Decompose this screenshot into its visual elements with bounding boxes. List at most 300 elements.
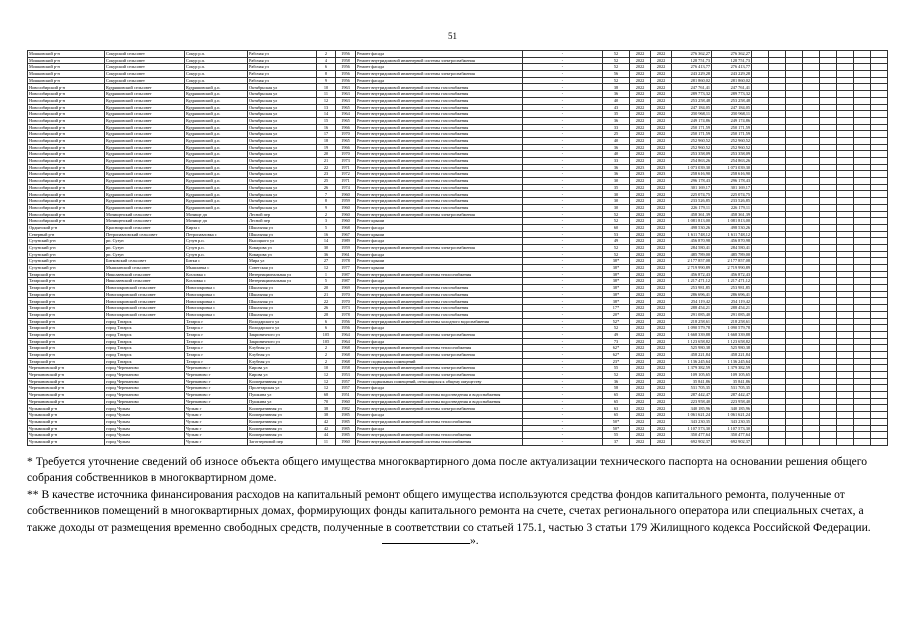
table-cell: Ремонт внутридомовой инженерной системы электроснабжения	[356, 331, 523, 338]
table-cell: 23*	[603, 358, 630, 365]
table-cell: 1960	[336, 398, 356, 405]
table-cell: Татарский р-н	[28, 358, 105, 365]
table-cell: город Татарск	[105, 325, 185, 332]
table-cell: 2022	[651, 438, 672, 445]
table-cell: Кудряшовский сельсовет	[105, 117, 185, 124]
table-cell: город Чулым	[105, 425, 185, 432]
table-cell: 254 863,26	[712, 158, 752, 165]
empty-cell	[786, 412, 803, 419]
table-row	[28, 425, 888, 432]
table-cell: Чулым г	[185, 418, 248, 425]
table-cell: -	[523, 164, 603, 171]
table-cell: Николаевский сельсовет	[105, 271, 185, 278]
empty-cell	[769, 84, 786, 91]
empty-cell	[837, 91, 854, 98]
table-cell: -	[523, 285, 603, 292]
table-cell: 38*	[603, 285, 630, 292]
table-cell: Ремонт крыши	[356, 265, 523, 272]
table-cell: Октябрьская ул	[248, 97, 317, 104]
empty-cell	[854, 351, 871, 358]
table-cell: -	[523, 84, 603, 91]
empty-cell	[837, 258, 854, 265]
empty-cell	[752, 331, 769, 338]
table-cell: 253 981,85	[672, 285, 712, 292]
empty-cell	[871, 204, 888, 211]
empty-cell	[820, 218, 837, 225]
table-cell: 1960	[336, 204, 356, 211]
table-cell: 250 171,59	[712, 124, 752, 131]
empty-cell	[871, 84, 888, 91]
table-cell: 36	[603, 164, 630, 171]
empty-cell	[803, 265, 820, 272]
table-cell: -	[523, 137, 603, 144]
table-cell: 50*	[603, 418, 630, 425]
empty-cell	[871, 111, 888, 118]
table-cell: 2022	[630, 351, 651, 358]
table-cell: 2022	[651, 91, 672, 98]
table-cell: Сокурский сельсовет	[105, 71, 185, 78]
table-cell: 40	[603, 151, 630, 158]
table-row	[28, 178, 888, 185]
empty-cell	[837, 392, 854, 399]
table-cell: Октябрьская ул	[248, 178, 317, 185]
table-cell: Ремонт внутридомовой инженерной системы газоснабжения	[356, 117, 523, 124]
empty-cell	[820, 278, 837, 285]
empty-cell	[752, 171, 769, 178]
table-cell: 36	[317, 251, 336, 258]
empty-cell	[769, 144, 786, 151]
table-row	[28, 164, 888, 171]
table-cell: -	[523, 251, 603, 258]
table-cell: 226 179,11	[672, 204, 712, 211]
table-cell: -	[523, 372, 603, 379]
table-cell: Ремонт внутридомовой инженерной системы газоснабжения	[356, 291, 523, 298]
table-cell: 36	[603, 378, 630, 385]
table-cell: Интернациональная ул	[248, 278, 317, 285]
table-cell: 250 171,59	[712, 131, 752, 138]
table-cell: -	[523, 385, 603, 392]
empty-cell	[752, 117, 769, 124]
table-cell: Кооперативная ул	[248, 405, 317, 412]
empty-cell	[854, 164, 871, 171]
table-cell: 44	[317, 432, 336, 439]
table-cell: 2022	[630, 438, 651, 445]
empty-cell	[871, 77, 888, 84]
empty-cell	[837, 97, 854, 104]
table-cell: 2022	[630, 331, 651, 338]
table-cell: 2022	[630, 372, 651, 379]
empty-cell	[854, 178, 871, 185]
table-cell: 20*	[603, 311, 630, 318]
empty-cell	[803, 91, 820, 98]
table-cell: Черепановский р-н	[28, 392, 105, 399]
table-cell: 26	[317, 184, 336, 191]
empty-cell	[837, 378, 854, 385]
table-cell: Октябрьская ул	[248, 104, 317, 111]
table-cell: 1956	[336, 64, 356, 71]
table-cell: 276 413,77	[712, 64, 752, 71]
table-cell: 247 184,05	[672, 104, 712, 111]
empty-cell	[837, 151, 854, 158]
empty-cell	[854, 238, 871, 245]
table-row	[28, 365, 888, 372]
empty-cell	[837, 131, 854, 138]
table-cell: 456 872,43	[712, 271, 752, 278]
table-cell: 62*	[603, 351, 630, 358]
empty-cell	[803, 305, 820, 312]
empty-cell	[871, 385, 888, 392]
table-row	[28, 251, 888, 258]
empty-cell	[769, 57, 786, 64]
empty-cell	[854, 244, 871, 251]
table-row	[28, 144, 888, 151]
table-cell: Новосибирский р-н	[28, 204, 105, 211]
empty-cell	[854, 131, 871, 138]
empty-cell	[786, 351, 803, 358]
table-cell: Ремонт подвальных помещений, относящихся к общему имуществу	[356, 378, 523, 385]
empty-cell	[871, 171, 888, 178]
empty-cell	[752, 137, 769, 144]
table-cell: 2022	[651, 392, 672, 399]
table-cell: Кооперативная ул	[248, 432, 317, 439]
empty-cell	[820, 418, 837, 425]
table-cell: Новосибирский р-н	[28, 158, 105, 165]
table-cell: 252 960,52	[672, 144, 712, 151]
table-cell: 485 789,00	[712, 251, 752, 258]
table-cell: Татарск г	[185, 331, 248, 338]
empty-cell	[786, 425, 803, 432]
table-cell: 35 841,86	[712, 378, 752, 385]
table-cell: Кудряшовский д.п.	[185, 178, 248, 185]
table-cell: 2022	[630, 178, 651, 185]
empty-cell	[752, 365, 769, 372]
table-cell: -	[523, 271, 603, 278]
table-cell: Новосибирский р-н	[28, 104, 105, 111]
empty-cell	[803, 204, 820, 211]
table-cell: Школьная ул	[248, 298, 317, 305]
table-cell: 340 185,96	[672, 405, 712, 412]
table-cell: 2022	[651, 372, 672, 379]
empty-cell	[837, 251, 854, 258]
table-cell: -	[523, 338, 603, 345]
empty-cell	[769, 351, 786, 358]
empty-cell	[752, 198, 769, 205]
table-cell: Кудряшовский сельсовет	[105, 97, 185, 104]
empty-cell	[871, 184, 888, 191]
table-cell: Кудряшовский д.п.	[185, 184, 248, 191]
table-cell: 2022	[651, 231, 672, 238]
table-cell: 2	[317, 345, 336, 352]
table-cell: 2022	[630, 97, 651, 104]
empty-cell	[769, 432, 786, 439]
empty-cell	[803, 64, 820, 71]
table-cell: 1961	[336, 251, 356, 258]
table-cell: Ремонт внутридомовой инженерной системы газоснабжения	[356, 91, 523, 98]
table-cell: 105	[317, 338, 336, 345]
empty-cell	[803, 77, 820, 84]
table-cell: 2022	[630, 345, 651, 352]
table-cell: город Татарск	[105, 345, 185, 352]
table-cell: Татарск г	[185, 325, 248, 332]
empty-cell	[803, 191, 820, 198]
table-cell: Новопокровка с	[185, 291, 248, 298]
empty-cell	[752, 164, 769, 171]
empty-cell	[769, 405, 786, 412]
table-cell: город Татарск	[105, 338, 185, 345]
empty-cell	[871, 158, 888, 165]
empty-cell	[871, 325, 888, 332]
table-cell: Кирова ул	[248, 372, 317, 379]
table-cell: Новосибирский р-н	[28, 91, 105, 98]
table-cell: 1968	[336, 358, 356, 365]
table-cell: Ремонт внутридомовой инженерной системы теплоснабжения	[356, 438, 523, 445]
table-cell: Кирза с	[185, 224, 248, 231]
empty-cell	[871, 91, 888, 98]
table-cell: 1970	[336, 291, 356, 298]
empty-cell	[769, 238, 786, 245]
table-cell: 243 229,28	[712, 71, 752, 78]
table-cell: Ремонт фасада	[356, 64, 523, 71]
empty-cell	[871, 238, 888, 245]
table-cell: Рабочая ул	[248, 57, 317, 64]
table-cell: -	[523, 418, 603, 425]
table-cell: 17*	[603, 305, 630, 312]
table-cell: 226 179,11	[712, 204, 752, 211]
empty-cell	[803, 124, 820, 131]
table-cell: 249 174,86	[672, 117, 712, 124]
table-cell: Сузун р.п.	[185, 244, 248, 251]
empty-cell	[786, 84, 803, 91]
table-cell: 42	[317, 425, 336, 432]
table-cell: Новосибирский р-н	[28, 111, 105, 118]
empty-cell	[786, 224, 803, 231]
table-cell: -	[523, 265, 603, 272]
table-cell: Клубная ул	[248, 345, 317, 352]
table-cell: -	[523, 51, 603, 58]
table-cell: 2022	[651, 218, 672, 225]
empty-cell	[854, 305, 871, 312]
table-cell: Кудряшовский сельсовет	[105, 191, 185, 198]
table-cell: 1974	[336, 184, 356, 191]
empty-cell	[837, 137, 854, 144]
empty-cell	[752, 211, 769, 218]
table-cell: 1957	[336, 378, 356, 385]
table-cell: Заготзерновой пер	[248, 438, 317, 445]
table-cell: Октябрьская ул	[248, 158, 317, 165]
table-cell: 2022	[630, 311, 651, 318]
table-cell: 2022	[651, 265, 672, 272]
table-cell: 36	[603, 91, 630, 98]
table-cell: Татарский р-н	[28, 305, 105, 312]
table-cell: 17	[317, 131, 336, 138]
table-cell: Ремонт внутридомовой инженерной системы электроснабжения	[356, 244, 523, 251]
empty-cell	[837, 311, 854, 318]
table-cell: 1959	[336, 198, 356, 205]
empty-cell	[752, 425, 769, 432]
table-cell: 247 184,05	[712, 104, 752, 111]
table-cell: -	[523, 224, 603, 231]
table-cell: 2022	[630, 238, 651, 245]
table-cell: 2022	[651, 285, 672, 292]
table-cell: 12	[317, 378, 336, 385]
table-cell: 52	[603, 51, 630, 58]
table-cell: 287 442,47	[672, 392, 712, 399]
empty-cell	[786, 51, 803, 58]
empty-cell	[854, 144, 871, 151]
empty-cell	[871, 425, 888, 432]
empty-cell	[837, 318, 854, 325]
empty-cell	[769, 311, 786, 318]
table-cell: 2022	[651, 71, 672, 78]
empty-cell	[854, 412, 871, 419]
table-cell: 1960	[336, 218, 356, 225]
empty-cell	[769, 211, 786, 218]
table-cell: 2022	[651, 385, 672, 392]
table-cell: 1 061 621,24	[712, 412, 752, 419]
table-cell: Октябрьская ул	[248, 204, 317, 211]
table-cell: 1964	[336, 338, 356, 345]
empty-cell	[820, 238, 837, 245]
empty-cell	[786, 432, 803, 439]
table-cell: 1977	[336, 265, 356, 272]
table-cell: 296 178,43	[712, 178, 752, 185]
table-cell: Новопокровский сельсовет	[105, 291, 185, 298]
empty-cell	[871, 438, 888, 445]
table-cell: Мочищенский сельсовет	[105, 211, 185, 218]
table-cell: 223 958,40	[672, 398, 712, 405]
table-cell: 2022	[651, 278, 672, 285]
table-cell: 2022	[630, 412, 651, 419]
empty-cell	[837, 365, 854, 372]
empty-cell	[837, 224, 854, 231]
table-cell: 2022	[651, 77, 672, 84]
empty-cell	[837, 238, 854, 245]
table-cell: 2022	[630, 84, 651, 91]
empty-cell	[854, 251, 871, 258]
empty-cell	[871, 305, 888, 312]
empty-cell	[871, 191, 888, 198]
table-cell: 30	[603, 198, 630, 205]
table-cell: Ремонт внутридомовой инженерной системы электроснабжения	[356, 372, 523, 379]
table-cell: 2022	[630, 271, 651, 278]
table-cell: 52	[603, 251, 630, 258]
table-cell: Ремонт внутридомовой инженерной системы газоснабжения	[356, 151, 523, 158]
table-cell: Ремонт внутридомовой инженерной системы газоснабжения	[356, 84, 523, 91]
table-cell: 13	[317, 104, 336, 111]
empty-cell	[837, 171, 854, 178]
empty-cell	[871, 412, 888, 419]
table-cell: Кудряшовский д.п.	[185, 158, 248, 165]
table-cell: 2022	[630, 398, 651, 405]
table-cell: Мошковский р-н	[28, 64, 105, 71]
table-cell: 252 960,52	[672, 137, 712, 144]
table-cell: Сокур р.п.	[185, 71, 248, 78]
empty-cell	[854, 298, 871, 305]
empty-cell	[854, 425, 871, 432]
table-cell: Пушкина ул	[248, 392, 317, 399]
table-cell: Татарский р-н	[28, 271, 105, 278]
table-cell: Сузун р.п.	[185, 251, 248, 258]
table-cell: Мочищенский сельсовет	[105, 218, 185, 225]
empty-cell	[803, 398, 820, 405]
empty-cell	[820, 71, 837, 78]
empty-cell	[786, 372, 803, 379]
empty-cell	[769, 218, 786, 225]
empty-cell	[871, 318, 888, 325]
table-cell: город Чулым	[105, 432, 185, 439]
empty-cell	[820, 392, 837, 399]
table-cell: 40	[603, 137, 630, 144]
empty-cell	[769, 285, 786, 292]
table-cell: Ремонт внутридомовой инженерной системы газоснабжения	[356, 158, 523, 165]
empty-cell	[786, 111, 803, 118]
empty-cell	[803, 405, 820, 412]
table-cell: Новопокровский сельсовет	[105, 285, 185, 292]
table-cell: 276 413,77	[672, 64, 712, 71]
table-cell: -	[523, 318, 603, 325]
table-cell: 2022	[630, 358, 651, 365]
empty-cell	[752, 238, 769, 245]
table-cell: Кудряшовский д.п.	[185, 111, 248, 118]
table-cell: 2022	[630, 131, 651, 138]
empty-cell	[752, 97, 769, 104]
table-cell: 253 358,09	[712, 151, 752, 158]
empty-cell	[769, 158, 786, 165]
table-row	[28, 137, 888, 144]
empty-cell	[854, 405, 871, 412]
empty-cell	[820, 405, 837, 412]
empty-cell	[837, 184, 854, 191]
table-cell: Октябрьская ул	[248, 198, 317, 205]
empty-cell	[752, 412, 769, 419]
empty-cell	[854, 325, 871, 332]
empty-cell	[854, 418, 871, 425]
table-cell: Ремонт внутридомовой инженерной системы электроснабжения	[356, 351, 523, 358]
table-cell: -	[523, 238, 603, 245]
table-cell: 12	[317, 97, 336, 104]
table-cell: 2022	[630, 298, 651, 305]
table-cell: Кудряшовский сельсовет	[105, 104, 185, 111]
table-cell: Чулымский р-н	[28, 438, 105, 445]
empty-cell	[752, 392, 769, 399]
table-cell: -	[523, 345, 603, 352]
table-cell: Кудряшовский сельсовет	[105, 91, 185, 98]
empty-cell	[871, 291, 888, 298]
empty-cell	[837, 265, 854, 272]
table-cell: Новосибирский р-н	[28, 198, 105, 205]
empty-cell	[786, 358, 803, 365]
table-cell: 2022	[651, 158, 672, 165]
table-cell: Козловка с	[185, 278, 248, 285]
table-cell: 1956	[336, 51, 356, 58]
table-cell: Володарского ул	[248, 325, 317, 332]
table-row	[28, 104, 888, 111]
empty-cell	[803, 338, 820, 345]
table-cell: Новосибирский р-н	[28, 151, 105, 158]
empty-cell	[854, 271, 871, 278]
table-cell: 1 668 339,88	[672, 331, 712, 338]
empty-cell	[752, 178, 769, 185]
empty-cell	[820, 144, 837, 151]
empty-cell	[786, 365, 803, 372]
table-row	[28, 244, 888, 251]
table-cell: Ордынский р-н	[28, 224, 105, 231]
empty-cell	[837, 84, 854, 91]
empty-cell	[803, 71, 820, 78]
empty-cell	[803, 412, 820, 419]
empty-cell	[820, 124, 837, 131]
table-cell: Закриничного ул	[248, 338, 317, 345]
